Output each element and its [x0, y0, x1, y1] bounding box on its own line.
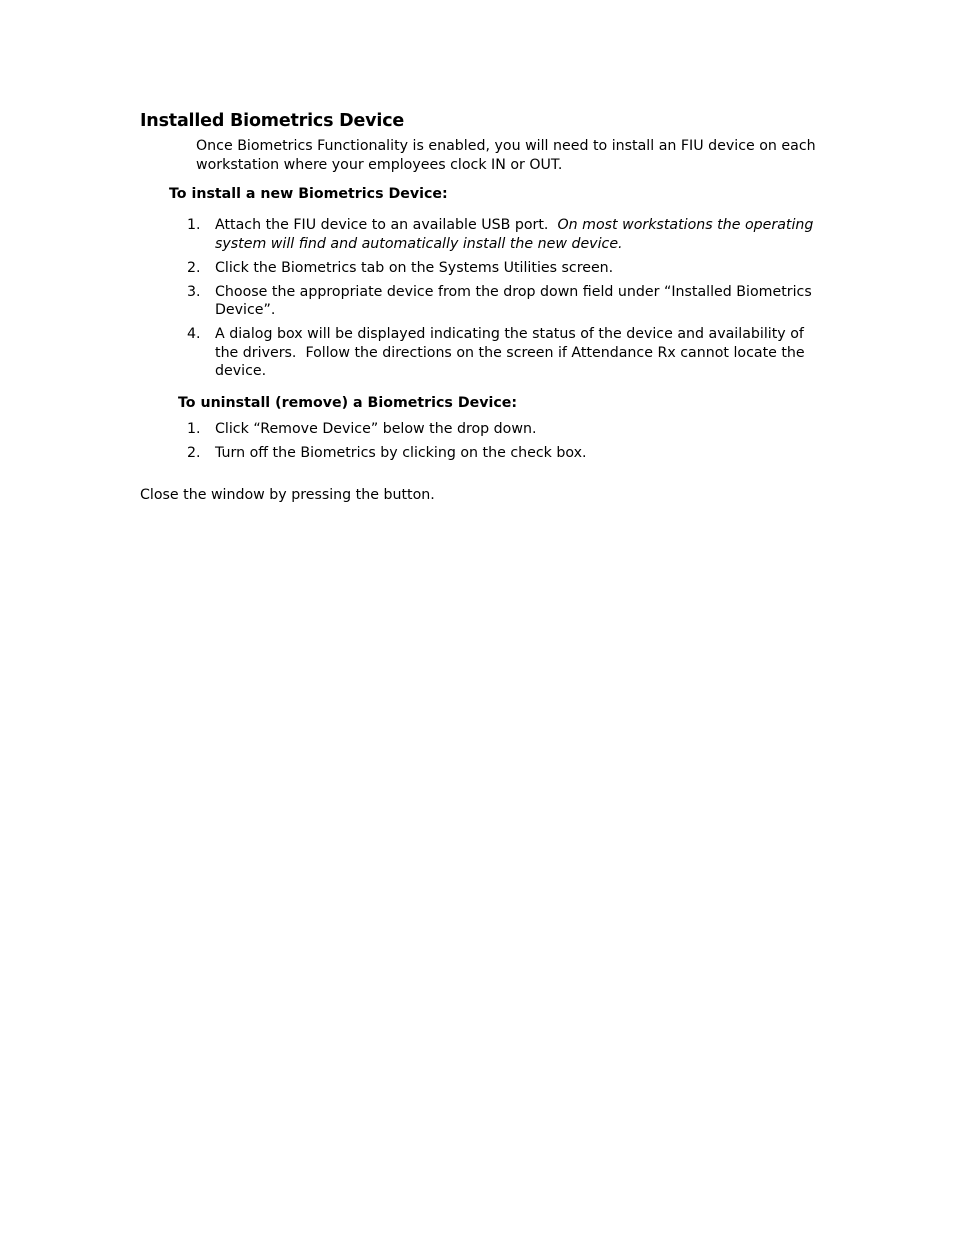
list-item — [187, 420, 817, 439]
section-heading: Installed Biometrics Device — [140, 111, 405, 131]
list-item — [187, 216, 817, 253]
uninstall-steps-list — [187, 420, 817, 468]
install-steps-list — [187, 216, 817, 386]
list-item — [187, 259, 817, 278]
uninstall-subheading: To uninstall (remove) a Biometrics Device: — [178, 395, 518, 411]
step-text-italic: On most workstations the operating system will find and automatically install the new device. — [215, 217, 814, 252]
step-number: 1. — [187, 421, 201, 437]
intro-paragraph: Once Biometrics Functionality is enabled, you will need to install an FIU device on each workstation where your employees clock IN or OUT. — [196, 138, 816, 173]
list-item — [187, 325, 817, 381]
step-text: Click “Remove Device” below the drop down. — [215, 421, 537, 437]
step-text-plain: Attach the FIU device to an available USB port. — [215, 217, 558, 233]
step-text: A dialog box will be displayed indicating the status of the device and availability of the drivers. Follow the directions on the screen if Attendance Rx cannot locate the device. — [215, 326, 810, 379]
step-number: 2. — [187, 259, 201, 276]
step-text: Click the Biometrics tab on the Systems Utilities screen. — [215, 259, 614, 276]
step-text: Choose the appropriate device from the drop down field under “Installed Biometrics Device”. — [215, 283, 812, 318]
step-number: 1. — [187, 217, 201, 233]
step-number: 4. — [187, 326, 201, 342]
install-subheading: To install a new Biometrics Device: — [169, 186, 448, 202]
step-text — [215, 216, 817, 253]
list-item — [187, 444, 817, 463]
step-number: 3. — [187, 283, 201, 300]
step-text: Turn off the Biometrics by clicking on the check box. — [215, 445, 587, 461]
step-number: 2. — [187, 445, 201, 461]
closing-paragraph: Close the window by pressing the button. — [140, 487, 435, 503]
list-item — [187, 283, 817, 320]
